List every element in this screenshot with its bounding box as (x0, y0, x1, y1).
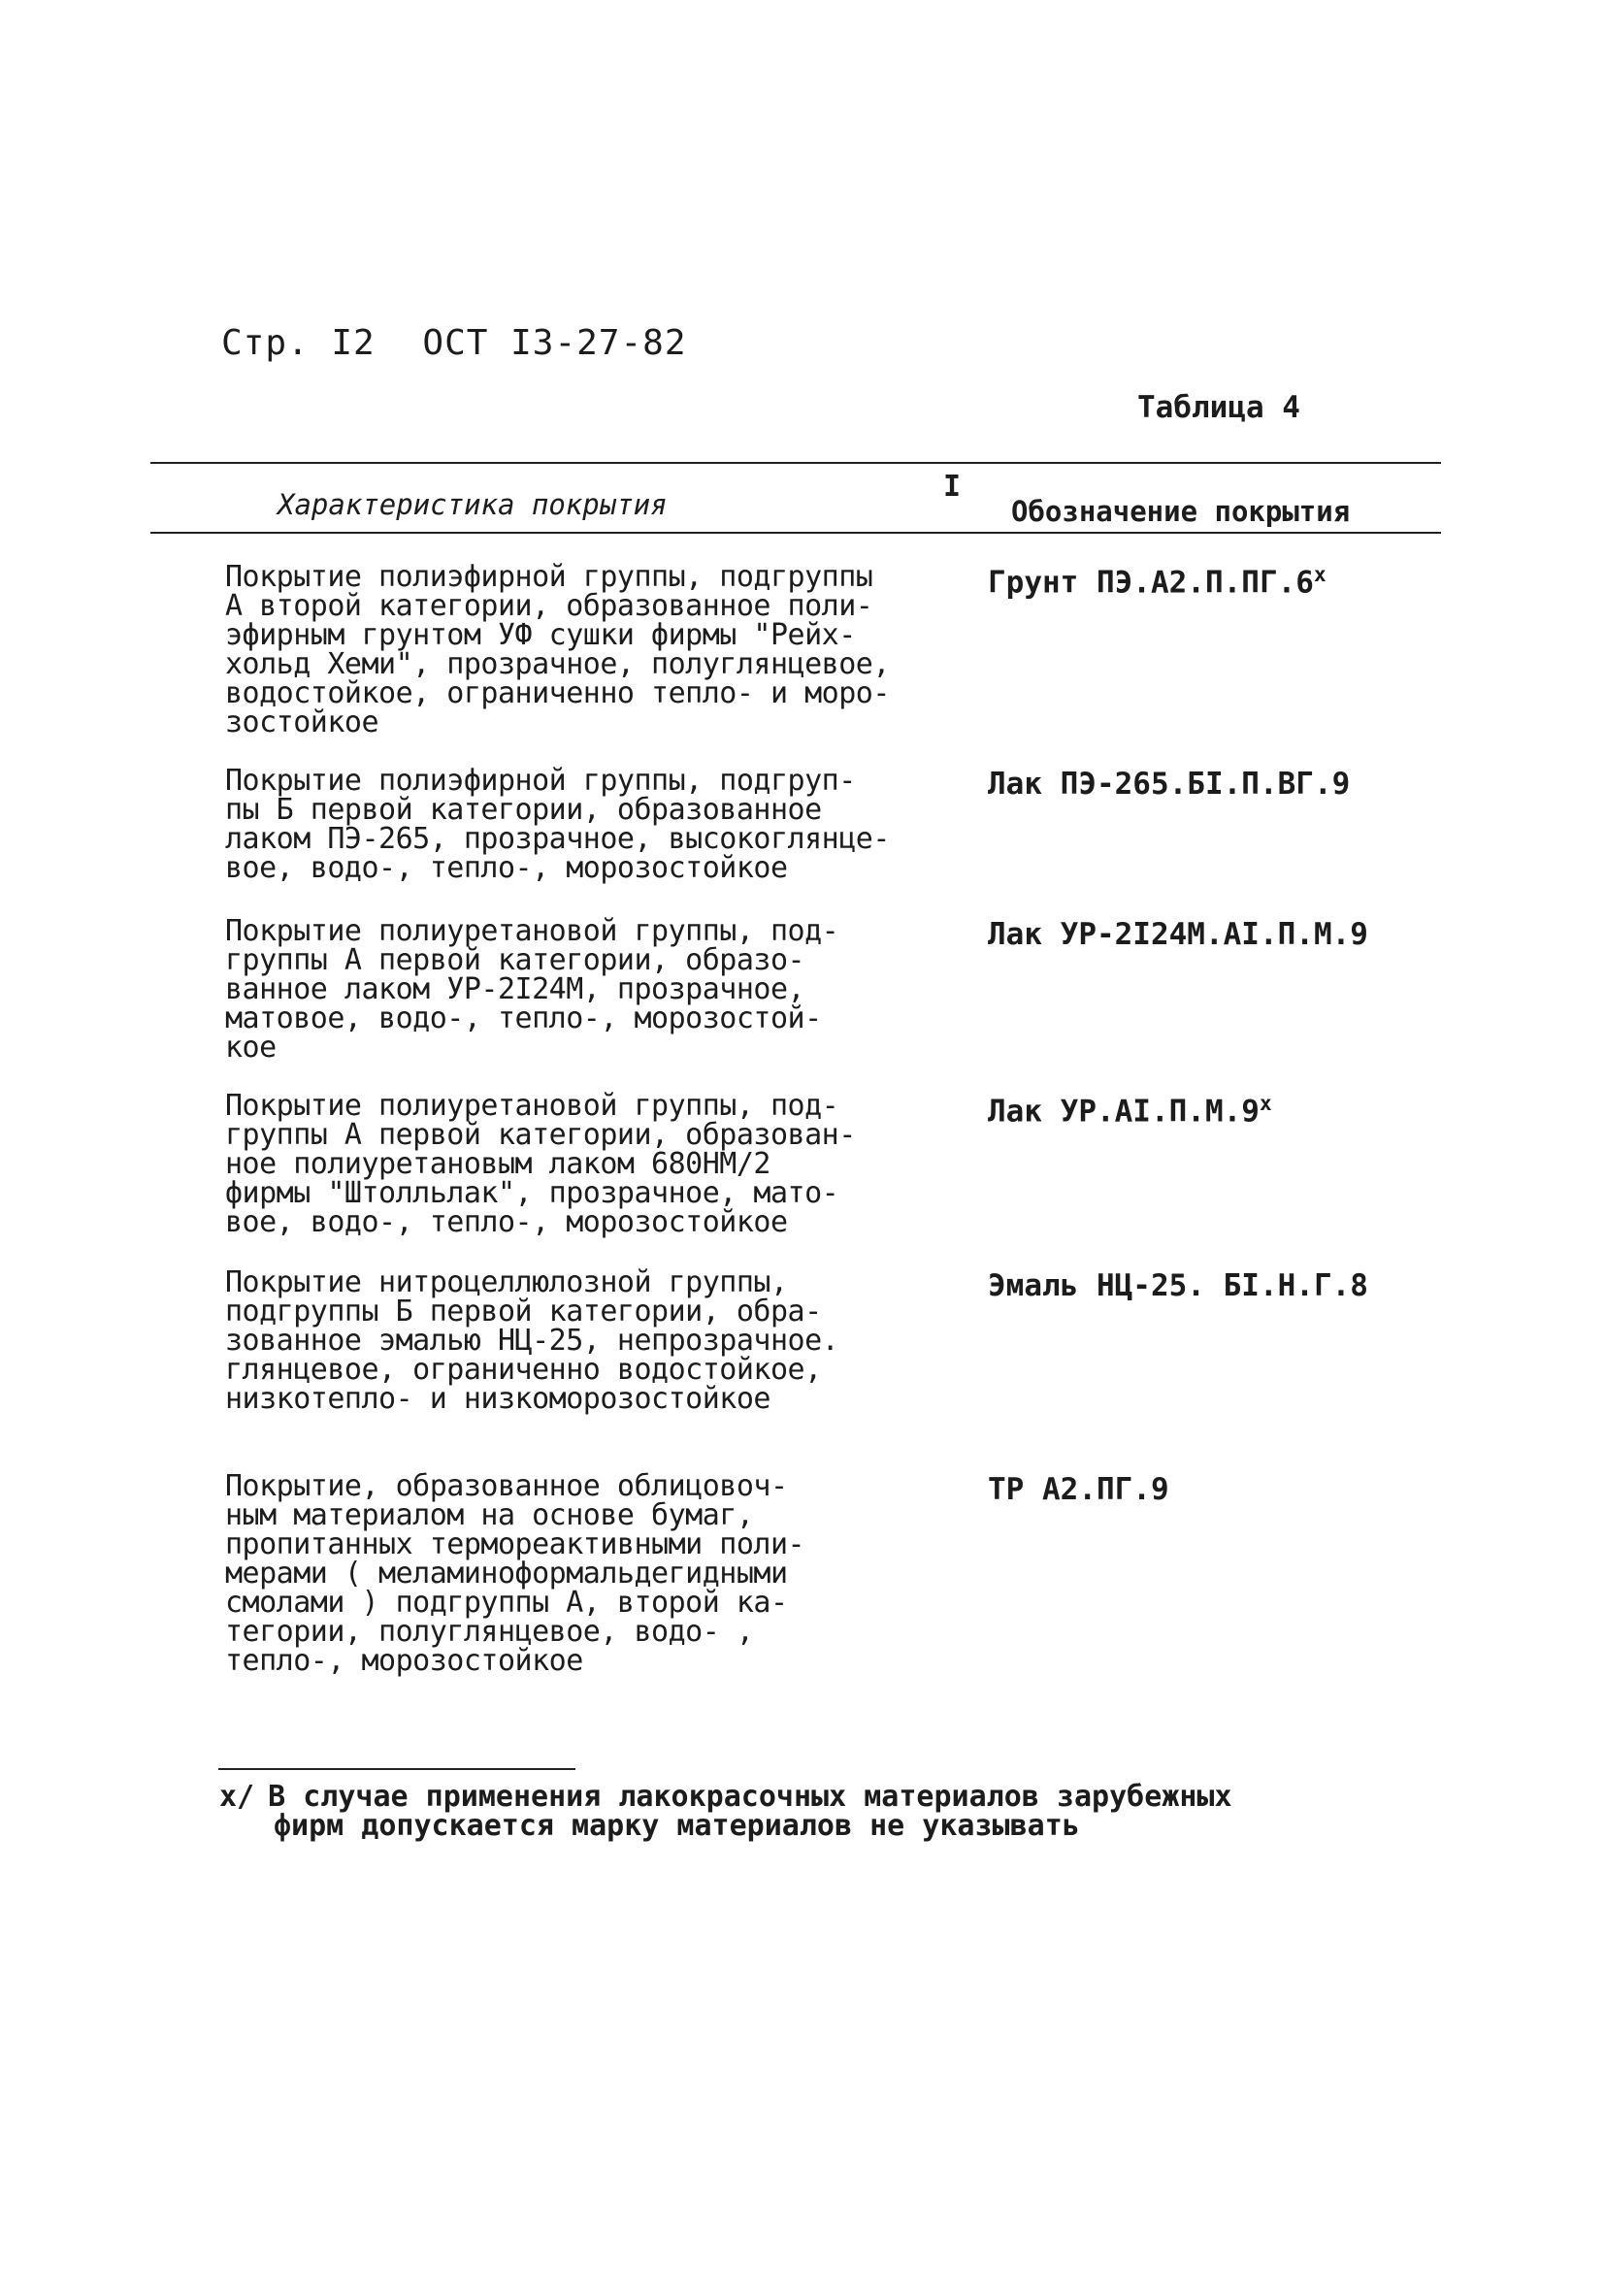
row-4-designation (988, 1092, 1272, 1129)
row-3-designation (988, 917, 1368, 952)
table-top-rule (150, 462, 1441, 464)
row-1-description: Покрытие полиэфирной группы, подгруппы А второй категории, образованное поли- эфирным грунтом УФ сушки фирмы "Рейх- хольд Хеми", прозрачное, полуглянцевое, водостойкое, ограниченно тепло- и моро- зостойкое (225, 560, 890, 739)
footnote-rule (218, 1768, 575, 1770)
row-4-code: Лак УР.АI.П.М.9 (988, 1094, 1260, 1130)
footnote-marker: х/ (219, 1780, 255, 1814)
row-6-code: ТР А2.ПГ.9 (988, 1472, 1169, 1507)
row-3-code: Лак УР-2I24М.АI.П.М.9 (988, 917, 1368, 952)
row-1-code: Грунт ПЭ.А2.П.ПГ.6 (988, 565, 1314, 601)
row-6-designation (988, 1472, 1169, 1507)
row-5-code: Эмаль НЦ-25. БI.Н.Г.8 (988, 1268, 1368, 1303)
row-1-footnote-mark: x (1313, 563, 1327, 586)
row-5-description: Покрытие нитроцеллюлозной группы, подгруппы Б первой категории, обра- зованное эмалью НЦ-25, непрозрачное. глянцевое, ограниченно водостойкое, низкотепло- и низкоморозостойкое (225, 1265, 839, 1416)
row-2-designation (988, 767, 1350, 802)
row-4-description: Покрытие полиуретановой группы, под- группы А первой категории, образован- ное полиуретановым лаком 680НМ/2 фирмы "Штолльлак", прозрачное, мато- вое, водо-, тепло-, морозостойкое (225, 1089, 856, 1239)
column-header-characteristics: Характеристика покрытия (278, 488, 668, 521)
standard-code: ОСТ I3-27-82 (422, 323, 687, 363)
row-2-code: Лак ПЭ-265.БI.П.ВГ.9 (988, 767, 1351, 802)
footnote (219, 1780, 1335, 1843)
page-header (221, 323, 712, 363)
row-1-designation (988, 563, 1327, 600)
row-2-description: Покрытие полиэфирной группы, подгруп- пы Б первой категории, образованное лаком ПЭ-265, прозрачное, высокоглянце- вое, водо-, тепло-, морозостойкое (225, 764, 890, 885)
footnote-line-2: фирм допускается марку материалов не указывать (274, 1809, 1080, 1843)
column-separator-mark: I (943, 470, 962, 504)
row-5-designation (988, 1268, 1368, 1303)
table-caption: Таблица 4 (1137, 390, 1300, 425)
column-header-designation: Обозначение покрытия (1011, 495, 1351, 528)
footnote-line-1: В случае применения лакокрасочных материалов зарубежных (268, 1780, 1232, 1814)
page-number: Стр. I2 (221, 323, 376, 363)
row-3-description: Покрытие полиуретановой группы, под- группы А первой категории, образо- ванное лаком УР-2I24М, прозрачное, матовое, водо-, тепло-, морозостой- кое (225, 914, 839, 1065)
row-4-footnote-mark: x (1259, 1092, 1272, 1115)
table-header-rule (150, 532, 1441, 534)
row-6-description: Покрытие, образованное облицовоч- ным материалом на основе бумаг, пропитанных термореактивными поли- мерами ( меламиноформальдегидными смолами ) подгруппы А, второй ка- тегории, полуглянцевое, водо- , тепло-, морозостойкое (225, 1469, 805, 1678)
